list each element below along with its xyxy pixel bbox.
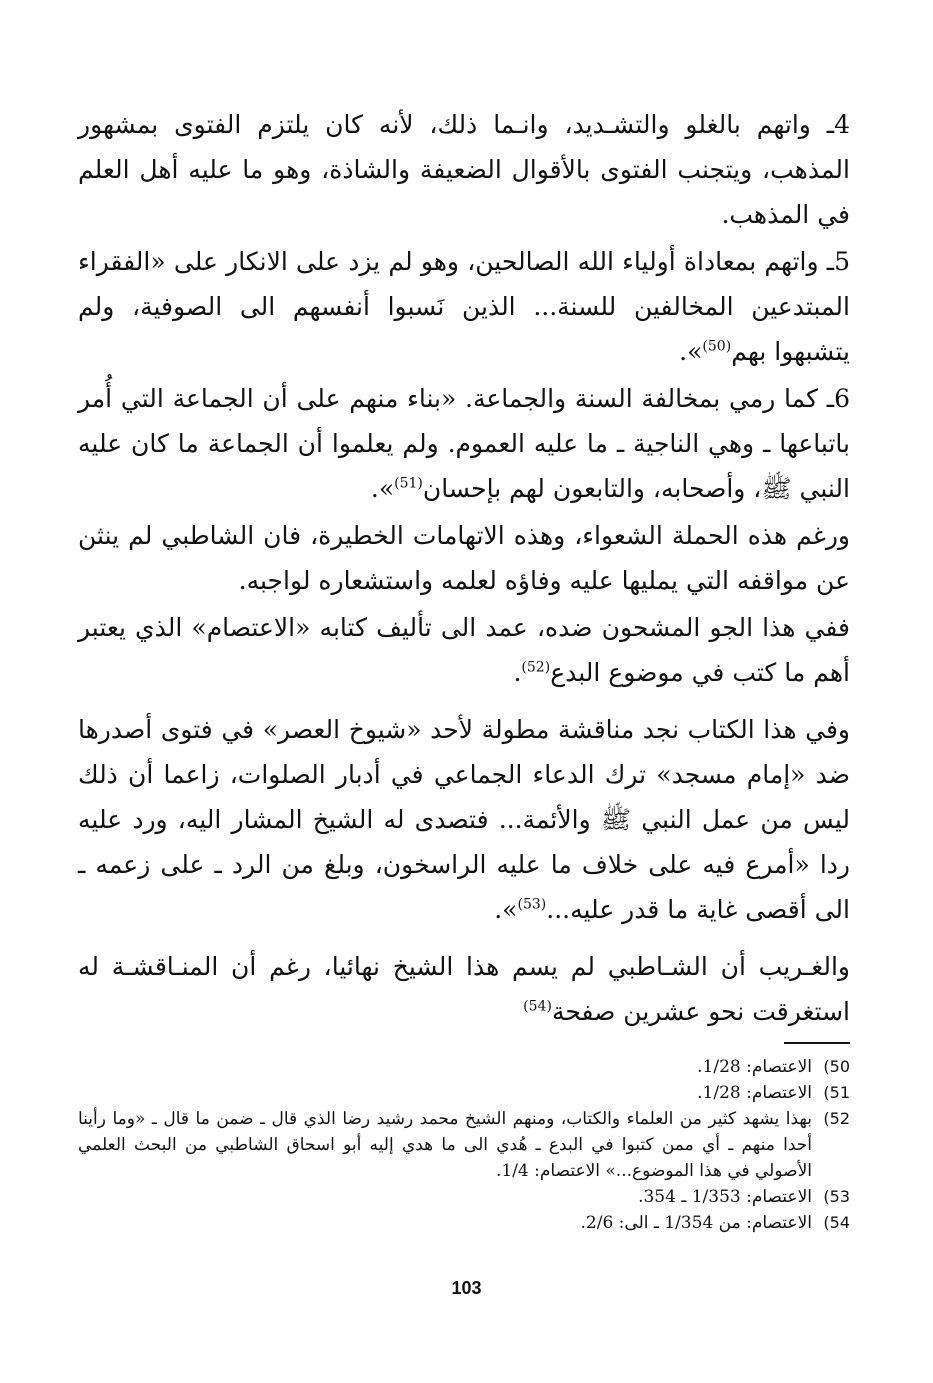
page-number: 103 [451,1278,482,1298]
footnote-ref-54[interactable]: (54) [523,998,552,1015]
footnote-text: الاعتصام: من 1/354 ـ الى: 2/6. [580,1213,812,1233]
footnote-50 [78,1054,850,1080]
paragraph-3-text: 6ـ كما رمي بمخالفة السنة والجماعة. «بناء منهم على أن الجماعة التي أُمر باتباعها ـ وهي الناجية ـ ما عليه العموم. ولم يعلموا أن الجماعة ما كان عليه النبي ﷺ، وأصحابه، والتابعون لهم بإحسان [78,384,850,503]
paragraph-5-text: ففي هذا الجو المشحون ضده، عمد الى تأليف كتابه «الاعتصام» الذي يعتبر أهم ما كتب في موضوع البدع [78,613,850,687]
footnote-ref-50[interactable]: (50) [702,338,732,355]
paragraph-2 [78,239,850,374]
paragraph-7-text: والغـريب أن الشـاطبي لم يسم هذا الشيخ نهائيا، رغم أن المنـاقشـة له استغرقت نحو عشرين صفحة [78,952,850,1026]
paragraph-6-text: وفي هذا الكتاب نجد مناقشة مطولة لأحد «شيوخ العصر» في فتوى أصدرها ضد «إمام مسجد» ترك الدعاء الجماعي في أدبار الصلوات، زاعما أن ذلك ليس من عمل النبي ﷺ والأئمة... فتصدى له الشيخ المشار اليه، ورد عليه ردا «أمرع فيه على خلاف ما عليه الراسخون، وبلغ من الرد ـ على زعمه ـ الى أقصى غاية ما قدر عليه... [78,715,850,924]
paragraph-3-tail: ». [370,474,395,503]
footnote-51 [78,1080,850,1106]
footnote-text: الاعتصام: 1/28. [697,1083,812,1103]
paragraph-2-text: 5ـ واتهم بمعاداة أولياء الله الصالحين، وهو لم يزد على الانكار على «الفقراء المبتدعين المخالفين للسنة... الذين نَسبوا أنفسهم الى الصوفية، ولم يتشبهوا بهم [78,247,850,366]
footnote-number: 50) [823,1057,850,1076]
footnote-54 [78,1210,850,1236]
footnote-divider [784,1042,850,1044]
paragraph-2-tail: ». [679,337,703,366]
footnote-number: 54) [823,1213,850,1232]
paragraph-4-text: ورغم هذه الحملة الشعواء، وهذه الاتهامات الخطيرة، فان الشاطبي لم ينثن عن مواقفه التي يمليها عليه وفاؤه لعلمه واستشعاره لواجبه. [78,521,850,595]
paragraph-7 [78,944,850,1034]
paragraph-5-tail: . [513,658,522,687]
paragraph-1-text: 4ـ واتهم بالغلو والتشـديد، وانـما ذلك، لأنه كان يلتزم الفتوى بمشهور المذهب، ويتجنب الفتوى بالأقوال الضعيفة والشاذة، وهو ما عليه أهل العلم في المذهب. [78,110,850,229]
footnote-52 [78,1106,850,1184]
footnote-53 [78,1184,850,1210]
paragraph-5 [78,605,850,695]
footnote-number: 51) [823,1083,850,1102]
page-body [78,102,850,1236]
paragraph-6-tail: ». [494,895,518,924]
footnote-ref-53[interactable]: (53) [517,896,547,913]
footnote-text: الاعتصام: 1/28. [697,1057,812,1077]
footnote-text: بهذا يشهد كثير من العلماء والكتاب، ومنهم الشيخ محمد رشيد رضا الذي قال ـ ضمن ما قال ـ «وما رأينا أحدا منهم ـ أي ممن كتبوا في البدع ـ هُدي الى ما هدي إليه أبو اسحاق الشاطبي من البحث العلمي الأصولي في هذا الموضوع...» الاعتصام: 1/4. [78,1109,812,1181]
paragraph-4 [78,513,850,603]
footnote-ref-52[interactable]: (52) [521,659,551,676]
paragraph-3 [78,376,850,511]
paragraph-1 [78,102,850,237]
footnote-ref-51[interactable]: (51) [394,475,423,492]
footnote-number: 53) [823,1187,850,1206]
footnote-text: الاعتصام: 1/353 ـ 354. [638,1187,812,1207]
paragraph-6 [78,707,850,932]
footnotes [78,1054,850,1236]
footnote-number: 52) [823,1109,850,1128]
